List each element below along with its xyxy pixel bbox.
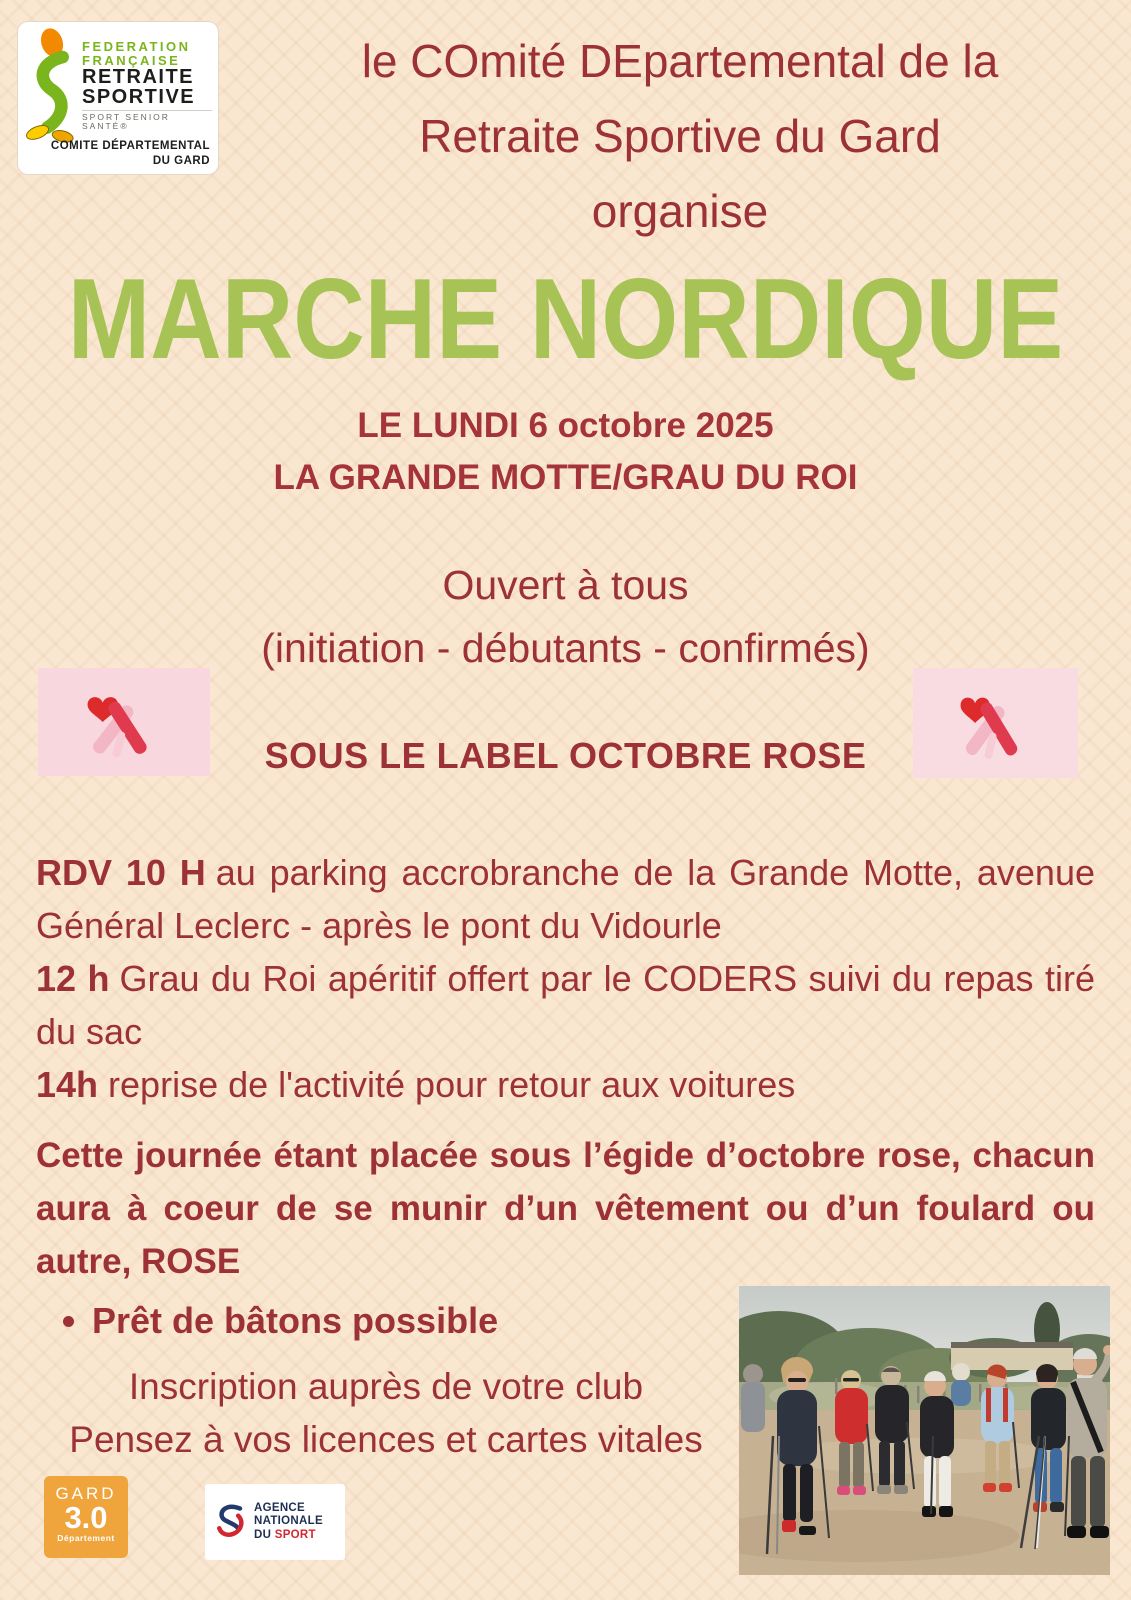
ans-logo-text [254, 1502, 323, 1543]
registration-line1: Inscription auprès de votre club [128, 1366, 644, 1407]
gard-departement-logo [44, 1476, 128, 1558]
nordic-walking-photo [739, 1286, 1110, 1575]
octobre-rose-label: SOUS LE LABEL OCTOBRE ROSE [264, 735, 867, 776]
ffrs-committee [51, 139, 210, 168]
ffrs-logo [18, 22, 218, 174]
gard-logo-name: GARD [55, 1484, 117, 1503]
schedule-item-2 [36, 952, 1095, 1058]
ffrs-sportive: SPORTIVE [82, 86, 196, 109]
agence-nationale-sport-logo [205, 1484, 345, 1560]
open-line2: (initiation - débutants - confirmés) [261, 625, 870, 671]
event-date: LE LUNDI 6 octobre 2025 [357, 406, 774, 445]
schedule-time-3: 14h [36, 1064, 99, 1105]
ans-line1: AGENCE [254, 1501, 306, 1514]
schedule-item-1 [36, 846, 1095, 952]
gard-logo-sub: Département [57, 1533, 115, 1543]
open-to-all [0, 554, 1131, 680]
organizer-line1: le COmité DEpartemental de la [361, 35, 999, 87]
open-line1: Ouvert à tous [442, 562, 689, 608]
ffrs-retraite: RETRAITE [82, 66, 194, 89]
registration-info [36, 1360, 736, 1466]
ans-sport-accent: SPORT [274, 1528, 316, 1541]
ffrs-runner-icon [24, 28, 82, 146]
ffrs-committee-line1: COMITE DÉPARTEMENTAL [50, 140, 210, 153]
bullet-poles: • Prêt de bâtons possible [92, 1298, 1095, 1344]
schedule-text-2: Grau du Roi apéritif offert par le CODERS suivi du repas tiré du sac [36, 958, 1095, 1052]
schedule-time-2: 12 h [36, 958, 110, 999]
registration-line2: Pensez à vos licences et cartes vitales [69, 1419, 703, 1460]
ffrs-francaise: FRANÇAISE [82, 52, 181, 68]
organizer-heading [240, 24, 1120, 249]
ans-s-icon [213, 1501, 249, 1543]
organizer-line3: organise [591, 185, 769, 237]
schedule-time-1: RDV 10 H [36, 852, 206, 893]
schedule-text-3: reprise de l'activité pour retour aux voitures [108, 1064, 796, 1105]
ffrs-logo-text [82, 26, 212, 131]
octobre-rose-notice: Cette journée étant placée sous l’égide d’octobre rose, chacun aura à coeur de se munir d’un vêtement ou d’un foulard ou autre, ROSE [36, 1136, 1095, 1281]
ffrs-federation: FEDERATION [82, 39, 191, 54]
ffrs-tagline: SPORT SENIOR SANTÉ® [82, 110, 212, 131]
ffrs-committee-line2: DU GARD [152, 154, 210, 167]
schedule-item-3 [36, 1058, 1095, 1111]
event-location: LA GRANDE MOTTE/GRAU DU ROI [273, 458, 858, 497]
page-title: MARCHE NORDIQUE [67, 254, 1064, 383]
gard-logo-version: 3.0 [64, 1500, 108, 1535]
organizer-line2: Retraite Sportive du Gard [419, 110, 941, 162]
ans-line3: DU SPORT [254, 1528, 316, 1541]
event-date-location [0, 400, 1131, 504]
ans-line2: NATIONALE [254, 1515, 323, 1528]
schedule-text-1: au parking accrobranche de la Grande Motte, avenue Général Leclerc - après le pont du Vidourle [36, 852, 1095, 946]
